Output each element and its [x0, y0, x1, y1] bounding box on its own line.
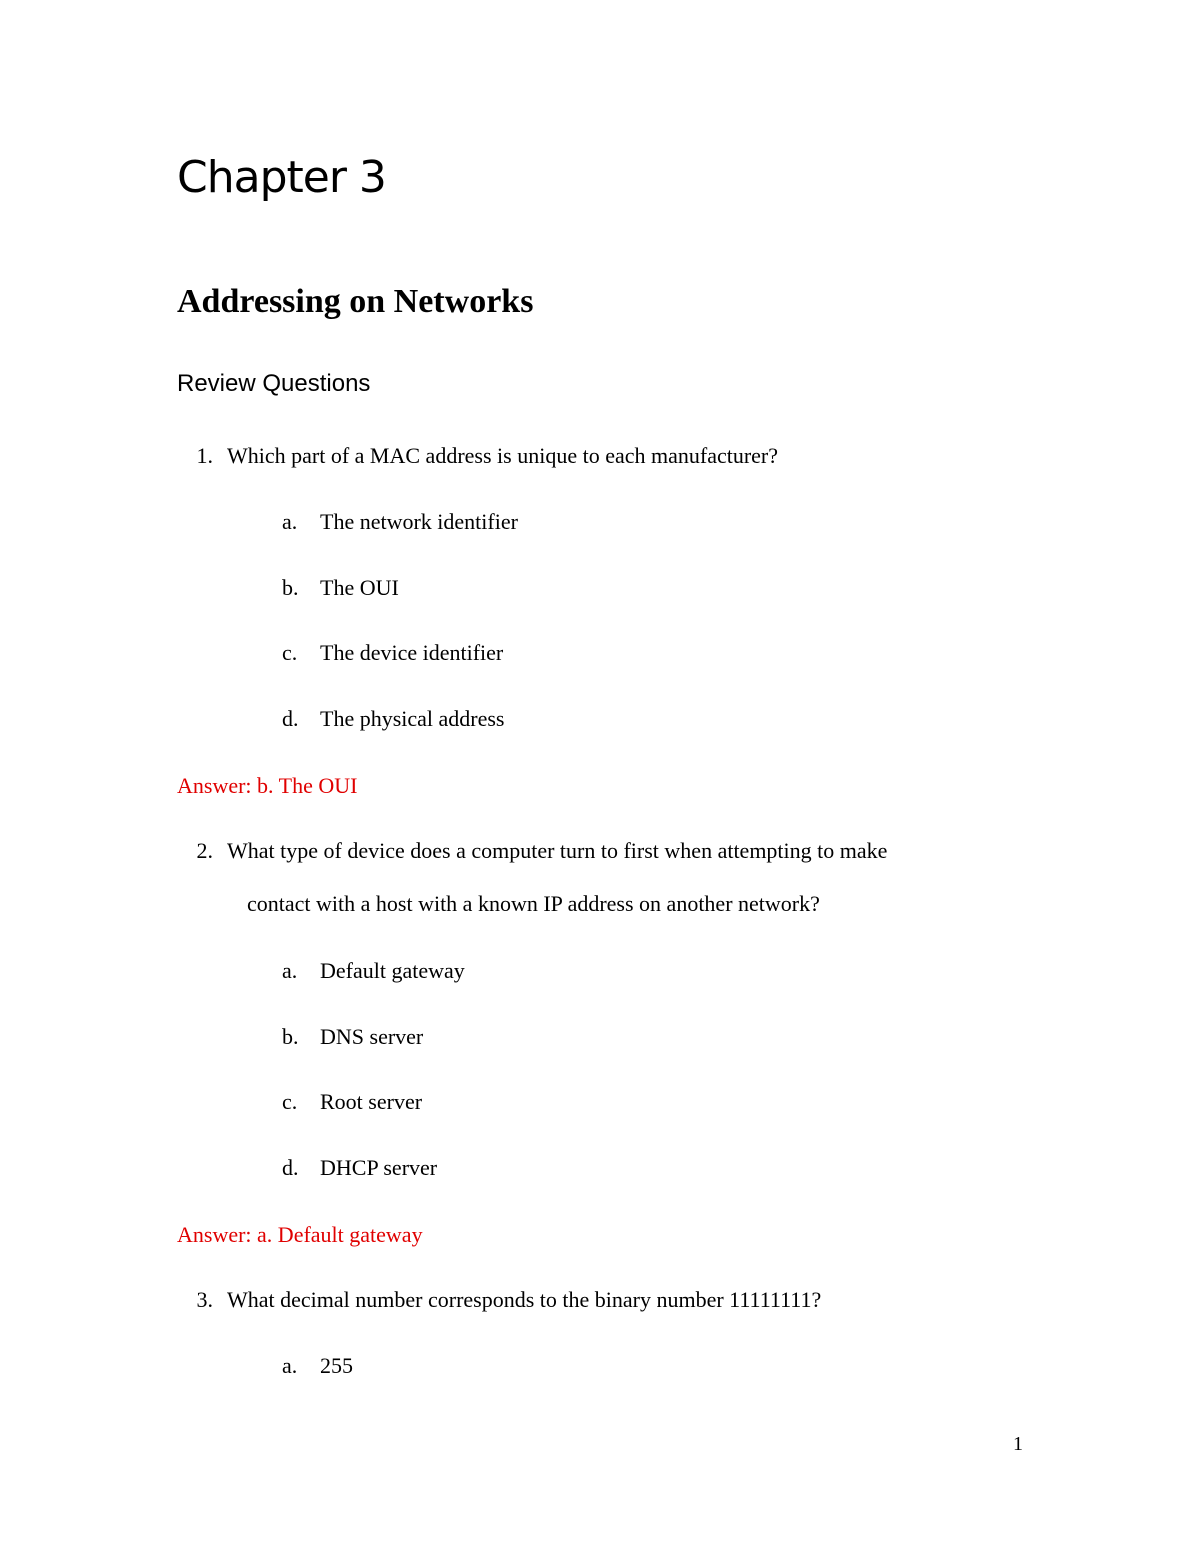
- chapter-title: Chapter 3: [177, 152, 386, 203]
- option-text: The physical address: [320, 706, 505, 731]
- question-3: [177, 1285, 821, 1315]
- question-number: 2.: [196, 838, 213, 863]
- question-2-answer: Answer: a. Default gateway: [177, 1222, 423, 1247]
- option-text: DNS server: [320, 1024, 424, 1049]
- question-1-option-d: [282, 704, 505, 734]
- option-letter: a.: [282, 958, 298, 983]
- question-text: What decimal number corresponds to the binary number 11111111?: [227, 1287, 822, 1312]
- option-letter: a.: [282, 509, 298, 534]
- option-text: DHCP server: [320, 1155, 438, 1180]
- option-letter: c.: [282, 1089, 298, 1114]
- option-text: The OUI: [320, 575, 399, 600]
- question-2-option-c: [282, 1087, 422, 1117]
- question-2-option-b: [282, 1022, 423, 1052]
- question-text: Which part of a MAC address is unique to each manufacturer?: [227, 443, 779, 468]
- option-text: The device identifier: [320, 640, 504, 665]
- option-text: 255: [320, 1353, 353, 1378]
- page-number: 1: [1013, 1433, 1023, 1455]
- question-1: [177, 441, 778, 471]
- option-letter: b.: [282, 575, 299, 600]
- question-1-option-c: [282, 638, 503, 668]
- option-text: The network identifier: [320, 509, 518, 534]
- subsection-title: Review Questions: [177, 370, 371, 397]
- option-letter: d.: [282, 1155, 299, 1180]
- question-number: 3.: [196, 1287, 213, 1312]
- option-text: Root server: [320, 1089, 423, 1114]
- option-text: Default gateway: [320, 958, 465, 983]
- option-letter: c.: [282, 640, 298, 665]
- question-3-option-a: [282, 1351, 353, 1381]
- question-2-continuation: contact with a host with a known IP address on another network?: [247, 891, 820, 916]
- question-2: [177, 836, 887, 866]
- option-letter: b.: [282, 1024, 299, 1049]
- question-1-option-b: [282, 573, 399, 603]
- question-text: What type of device does a computer turn to first when attempting to make: [227, 838, 888, 863]
- question-number: 1.: [196, 443, 213, 468]
- option-letter: d.: [282, 706, 299, 731]
- question-1-option-a: [282, 507, 518, 537]
- question-2-option-d: [282, 1153, 437, 1183]
- question-2-option-a: [282, 956, 465, 986]
- question-1-answer: Answer: b. The OUI: [177, 773, 358, 798]
- section-title: Addressing on Networks: [177, 283, 534, 320]
- option-letter: a.: [282, 1353, 298, 1378]
